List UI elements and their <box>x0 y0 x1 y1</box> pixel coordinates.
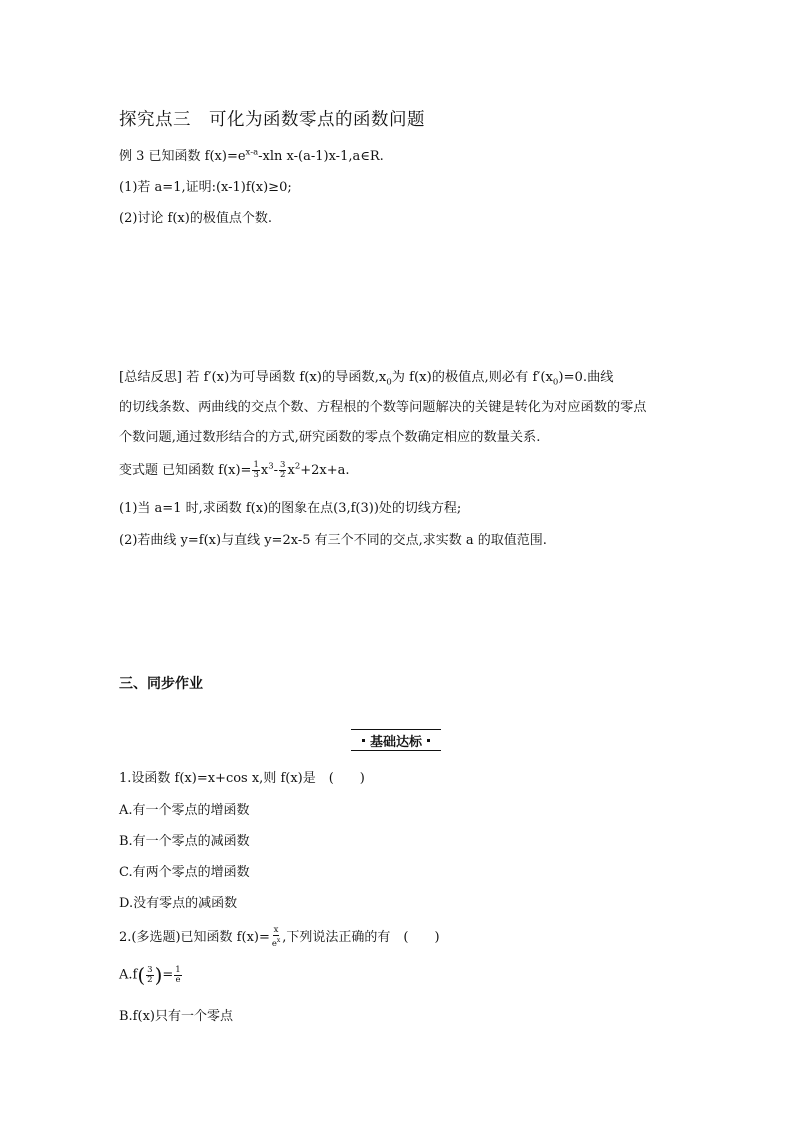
question-1-option-b: B.有一个零点的减函数 <box>119 834 250 849</box>
homework-heading: 三、同步作业 <box>119 676 203 692</box>
example-3-statement <box>119 145 384 164</box>
equals-sign: = <box>162 967 174 983</box>
variant-tail: +2x+a. <box>300 463 350 478</box>
power-3: 3 <box>268 461 274 472</box>
question-1-option-c: C.有两个零点的增函数 <box>119 865 250 880</box>
example-question-1: (1)若 a=1,证明:(x-1)f(x)≥0; <box>119 180 292 195</box>
summary-line-3: 个数问题,通过数形结合的方式,研究函数的零点个数确定相应的数量关系. <box>119 430 541 445</box>
summary-sub-0b: 0 <box>552 377 559 388</box>
left-paren: ( <box>137 963 146 987</box>
example-tail: -xln x-(a-1)x-1,a∈R. <box>258 149 384 164</box>
frac-num: 3 <box>147 964 153 975</box>
summary-text-c: )=0.曲线 <box>558 370 614 385</box>
frac-num: x <box>273 925 279 936</box>
badge-label: 基础达标 <box>369 734 422 750</box>
frac-den: 3 <box>253 470 259 480</box>
variant-question-2: (2)若曲线 y=f(x)与直线 y=2x-5 有三个不同的交点,求实数 a 的取值范围. <box>119 533 547 548</box>
example-lead: 例 3 已知函数 f(x)=e <box>119 149 246 164</box>
right-paren: ) <box>154 963 163 987</box>
question-1-stem: 1.设函数 f(x)=x+cos x,则 f(x)是 ( ) <box>119 771 365 786</box>
fraction-one-third <box>252 461 259 480</box>
summary-text-a: [总结反思] 若 f′(x)为可导函数 f(x)的导函数,x <box>119 370 387 385</box>
fraction-three-halves <box>146 966 153 985</box>
frac-den-exp: x <box>276 937 281 945</box>
variant-question-1: (1)当 a=1 时,求函数 f(x)的图象在点(3,f(3))处的切线方程; <box>119 501 462 516</box>
question-2-option-b: B.f(x)只有一个零点 <box>119 1009 233 1024</box>
variant-lead: 变式题 已知函数 f(x)= <box>119 463 252 478</box>
frac-num: 1 <box>175 964 181 975</box>
summary-line-2: 的切线条数、两曲线的交点个数、方程根的个数等问题解决的关键是转化为对应函数的零点 <box>119 400 647 415</box>
badge-dot-left <box>362 739 365 742</box>
variant-x: x <box>260 463 269 478</box>
q2-option-a-lead: A.f <box>119 967 138 983</box>
fraction-one-over-e <box>174 966 181 985</box>
frac-den <box>271 936 281 949</box>
basic-level-badge <box>351 729 441 751</box>
fraction-x-over-ex <box>271 926 281 949</box>
example-question-2: (2)讨论 f(x)的极值点个数. <box>119 211 272 226</box>
summary-line-1 <box>119 366 613 388</box>
frac-den: 2 <box>147 974 153 985</box>
question-1-option-d: D.没有零点的减函数 <box>119 896 238 911</box>
question-2-option-a <box>119 965 183 985</box>
variant-x2: x <box>287 463 295 478</box>
badge-dot-right <box>427 739 430 742</box>
fraction-three-halves <box>279 461 286 480</box>
frac-num: 3 <box>280 460 286 470</box>
q2-stem-tail: ,下列说法正确的有 ( ) <box>282 930 440 945</box>
question-1-option-a: A.有一个零点的增函数 <box>119 803 250 818</box>
frac-den: e <box>175 974 181 985</box>
section-title: 探究点三 可化为函数零点的函数问题 <box>119 110 425 130</box>
variant-statement <box>119 459 350 480</box>
frac-den: 2 <box>280 470 286 480</box>
power-2: 2 <box>294 461 301 472</box>
frac-den-base: e <box>271 938 277 949</box>
frac-num: 1 <box>253 460 259 470</box>
summary-sub-0: 0 <box>386 377 392 388</box>
minus-sign: - <box>273 463 279 478</box>
question-2-stem <box>119 926 440 949</box>
summary-text-b: 为 f(x)的极值点,则必有 f′(x <box>391 370 553 385</box>
q2-stem-lead: 2.(多选题)已知函数 f(x)= <box>119 930 270 945</box>
example-exponent: x-a <box>245 147 259 158</box>
